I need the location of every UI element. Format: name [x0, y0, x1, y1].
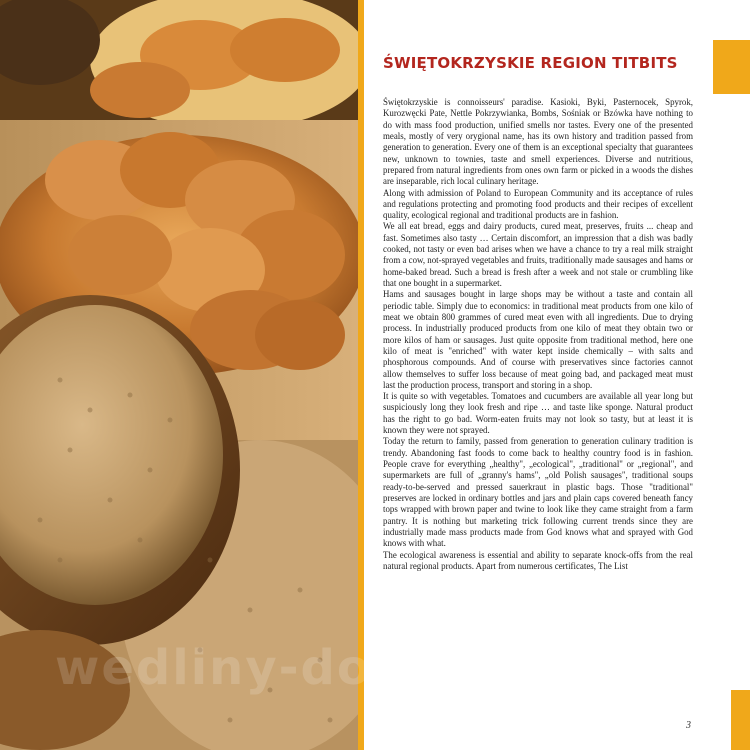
article-paragraph: Świętokrzyskie is connoisseurs' paradise. Kasioki, Byki, Pasternocek, Spyrok, Kurozwęcki Pate, Nettle Pokrzywianka, Bombs, Sośniak or Bzówka have nothing to do with mass food production, unified smells nor tastes. Every one of the presented meals, mostly of very orygional name, has its own history and tradition passed from generation to generation. Every one of them is an exceptional specialty that guarantees new, unknown to townies, taste and smell experiences. Diverse and nutritious, prepared from natural ingredients from ones own farm or picked in a woods the dishes are inseparable, rich local culinary heritage.: [383, 97, 693, 187]
accent-block-top: [713, 40, 750, 94]
article-paragraph: We all eat bread, eggs and dairy products, cured meat, preserves, fruits ... cheap and fast. Sometimes also tasty … Certain discomfort, an impression that a dish was badly cooked, not tasty or even bad arises when we have a chance to try a real milk straight from a cow, not-sprayed vegetables and fruits, traditionally made sausages and hams or home-baked bread. Such a bread is fresh after a week and not stale or crumbling like that one bought in a supermarket.: [383, 221, 693, 288]
page-number: 3: [686, 720, 691, 731]
article-paragraph: Hams and sausages bought in large shops may be without a taste and contain all periodic table. Simply due to economics: in traditional meat products from one kilo of meat we obtain 800 grammes of cured meat even with all ingredients. Due to drying process. In industrially produced products from one kilo of meat they obtain two or more kilos of ham or sausages. Just quite opposite from traditional method, here one kilo of meat is "enriched" with water kept inside chemically – with salts and phosphorous compounds. And of course with preservatives since factories cannot allow themselves to suffer loss because of meat going bad, and packaged meat must last the production process, transport and storing in a shop.: [383, 289, 693, 390]
article-title: ŚWIĘTOKRZYSKIE REGION TITBITS: [383, 54, 678, 72]
article-paragraph: The ecological awareness is essential and ability to separate knock-offs from the real natural regional products. Apart from numerous certificates, The List: [383, 549, 693, 571]
bread-and-grain-photo: [0, 0, 358, 750]
article-paragraph: Along with admission of Poland to European Community and its acceptance of rules and regulations protecting and promoting food products and their recipes of excellent quality, ecological regional and traditional products are in fashion.: [383, 187, 693, 221]
photo-divider-strip: [358, 0, 364, 750]
article-paragraph: Today the return to family, passed from generation to generation culinary tradition is trendy. Abandoning fast foods to come back to healthy country food is in fashion. People crave for everything „healthy", „ecological", „traditional" or „regional", and supermarkets are full of „granny's hams", „old Polish sausages", traditional soups ready-to-be-served and pressed sauerkraut in plastic bags. Those "traditional" preserves are locked in ordinary bottles and jars and plain caps covered beneath fancy tops wrapped with brown paper and twine to look like they came straight from a farm pantry. It is nothing but marketing trick following current trends since they are industrially made mass products made from God knows what and sprayed with God knows with what.: [383, 436, 693, 549]
photo-illustration: [0, 0, 358, 750]
article-body: [383, 97, 693, 697]
article-paragraph: It is quite so with vegetables. Tomatoes and cucumbers are available all year long but suspiciously long they look fresh and ripe … and taste like sponge. Natural product has the right to go bad. Worm-eaten fruits may not look so tasty, but at least it is known they were not sprayed.: [383, 391, 693, 436]
accent-block-bottom: [731, 690, 750, 750]
